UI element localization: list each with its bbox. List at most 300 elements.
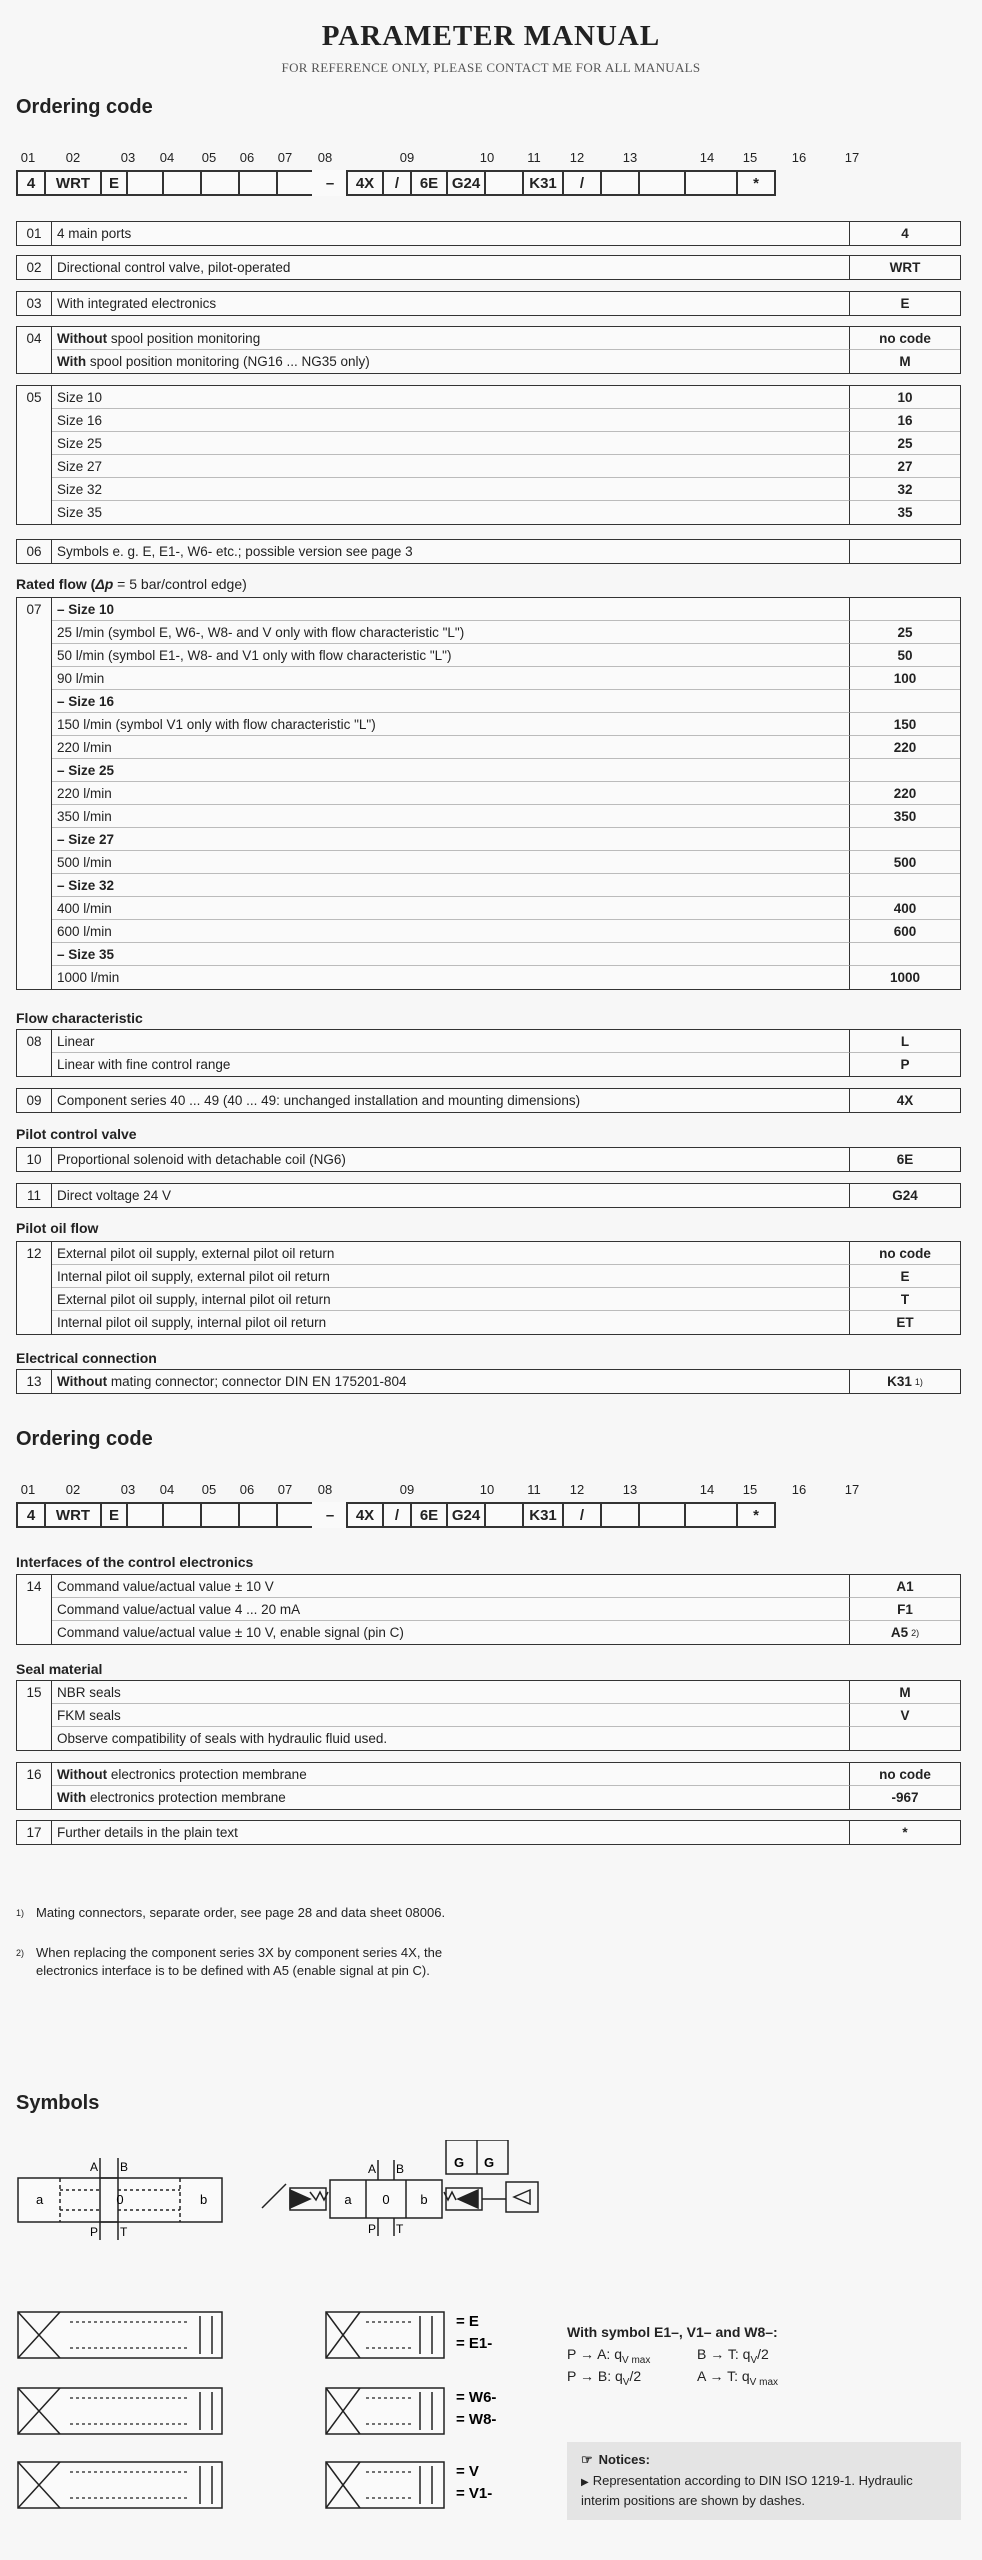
row-description: 400 l/min [52,897,850,920]
row-code: 4X [896,1093,914,1108]
row-number [17,1265,52,1288]
table-row [17,1786,960,1809]
footnote-2: 2) When replacing the component series 3X by component series 4X, the electronics interface is to be defined with A5 (enable signal at pin C). [16,1945,443,1978]
pilot-port-p: P [367,2222,376,2236]
table-row [17,1184,960,1207]
row-code: 4 [901,226,909,241]
position-14: 14 [699,150,715,165]
row-number: 13 [17,1370,52,1393]
table-row [17,1621,960,1644]
row-code: 500 [850,851,960,874]
row-number [17,713,52,736]
table-row [17,1148,960,1171]
row-code: 6E [896,1152,914,1167]
code-table-t01 [16,221,961,246]
table-row [17,1311,960,1334]
code-cell [276,1502,314,1528]
code-cell: WRT [44,1502,102,1528]
table-row [17,1681,960,1704]
table-row [17,828,960,851]
port-label-p: P [89,2225,98,2239]
row-description: Command value/actual value ± 10 V [52,1575,850,1598]
row-number [17,501,52,524]
symbols-heading: Symbols [16,2092,100,2114]
table-row [17,1030,960,1053]
row-description: 50 l/min (symbol E1-, W8- and V1 only with flow characteristic "L") [52,644,850,667]
code-cell: G24 [446,170,486,196]
position-02: 02 [65,1482,81,1497]
code-cell: E [100,1502,128,1528]
code-table-t15 [16,1680,961,1751]
code-cell [276,170,314,196]
symbol-eq-v1: = V1- [456,2485,493,2502]
row-code: no code [850,327,960,350]
code-table-t08 [16,1029,961,1077]
row-number [17,736,52,759]
row-code: 350 [850,805,960,828]
position-10: 10 [479,150,495,165]
position-07: 07 [277,1482,293,1497]
flow-b-t: B → T: $q_V/2$ [697,2346,769,2366]
pilot-port-t: T [396,2222,404,2236]
position-02: 02 [65,150,81,165]
row-code: E [850,1265,960,1288]
gauge-g-label-1: G [454,2155,465,2170]
row-description: 220 l/min [52,736,850,759]
row-description: 90 l/min [52,667,850,690]
code-cell [484,1502,524,1528]
code-cell: – [312,170,348,196]
row-description: Command value/actual value ± 10 V, enable signal (pin C) [52,1621,850,1644]
row-code [850,690,960,713]
code-table-t05 [16,385,961,525]
code-cell [638,170,686,196]
pilot-oil-flow-heading: Pilot oil flow [16,1220,99,1236]
row-description: Proportional solenoid with detachable coil (NG6) [52,1148,850,1171]
table-row [17,432,960,455]
position-16: 16 [791,150,807,165]
row-number [17,782,52,805]
row-code [850,828,960,851]
code-cell [238,170,278,196]
position-05: 05 [201,1482,217,1497]
row-code: M [850,1681,960,1704]
row-description: Directional control valve, pilot-operated [52,256,850,279]
code-cell: K31 [522,170,564,196]
notices-box [567,2442,961,2520]
page-title: PARAMETER MANUAL [321,20,661,52]
row-number [17,409,52,432]
table-row [17,943,960,966]
row-number: 06 [17,540,52,563]
position-17: 17 [844,1482,860,1497]
table-row [17,1370,960,1393]
row-number [17,1727,52,1750]
row-description: – Size 10 [52,598,850,621]
notices-title: ☞ Notices: [581,2452,650,2467]
code-cell: 4X [346,1502,384,1528]
row-description: Linear with fine control range [52,1053,850,1076]
code-cell [162,170,202,196]
row-number [17,920,52,943]
position-06: 06 [239,150,255,165]
row-number [17,432,52,455]
row-number: 16 [17,1763,52,1786]
row-description: Component series 40 ... 49 (40 ... 49: unchanged installation and mounting dimensions) [52,1089,850,1112]
code-table-t06 [16,539,961,564]
table-row [17,966,960,989]
flow-characteristic-heading: Flow characteristic [16,1010,143,1026]
row-number: 05 [17,386,52,409]
row-number: 11 [17,1184,52,1207]
code-table-t03 [16,291,961,316]
row-code: M [899,354,911,369]
table-row [17,540,960,563]
pilot-pos-b: b [420,2192,428,2207]
row-number [17,478,52,501]
position-13: 13 [622,1482,638,1497]
row-number: 02 [17,256,52,279]
port-label-a: A [89,2160,98,2174]
row-number: 04 [17,327,52,350]
position-0-label: 0 [116,2192,124,2207]
rated-flow-heading: Rated flow (Δp = 5 bar/control edge) [16,576,247,592]
row-description: 4 main ports [52,222,850,245]
row-number [17,1786,52,1809]
position-05: 05 [201,150,217,165]
position-09: 09 [399,150,415,165]
row-number: 09 [17,1089,52,1112]
row-description: Without spool position monitoring [52,327,850,350]
row-description: Size 10 [52,386,850,409]
row-description: 1000 l/min [52,966,850,989]
row-code: 600 [850,920,960,943]
row-number: 03 [17,292,52,315]
row-code [850,943,960,966]
row-number [17,1704,52,1727]
row-number [17,874,52,897]
code-cell [638,1502,686,1528]
row-code: A1 [850,1575,960,1598]
table-row [17,1288,960,1311]
position-10: 10 [479,1482,495,1497]
table-row [17,759,960,782]
row-number [17,455,52,478]
row-code: 16 [850,409,960,432]
position-16: 16 [791,1482,807,1497]
row-number [17,1311,52,1334]
spool-symbols [18,2312,444,2508]
seal-material-heading: Seal material [16,1661,103,1677]
row-description: With integrated electronics [52,292,850,315]
table-row [17,1727,960,1750]
row-number: 07 [17,598,52,621]
code-cell: 4X [346,170,384,196]
row-code: T [850,1288,960,1311]
position-07: 07 [277,150,293,165]
row-code: no code [850,1242,960,1265]
code-cell: / [382,1502,412,1528]
code-cell [200,170,240,196]
row-description: Size 27 [52,455,850,478]
table-row [17,222,960,245]
row-number [17,1053,52,1076]
row-number [17,667,52,690]
row-code: V [850,1704,960,1727]
row-description: Without electronics protection membrane [52,1763,850,1786]
position-15: 15 [742,1482,758,1497]
table-row [17,292,960,315]
table-row [17,386,960,409]
row-code: 25 [850,621,960,644]
code-cell [162,1502,202,1528]
row-description: – Size 16 [52,690,850,713]
row-code: 50 [850,644,960,667]
row-description: Symbols e. g. E, E1-, W6- etc.; possible version see page 3 [52,540,850,563]
code-cell: K31 [522,1502,564,1528]
row-description: 150 l/min (symbol V1 only with flow characteristic "L") [52,713,850,736]
code-table-t13 [16,1369,961,1394]
row-code: 220 [850,782,960,805]
code-table-t12 [16,1241,961,1335]
code-cell: WRT [44,170,102,196]
table-row [17,1704,960,1727]
row-description: NBR seals [52,1681,850,1704]
code-table-t16 [16,1762,961,1810]
code-cell: 6E [410,1502,448,1528]
pilot-pos-a: a [344,2192,352,2207]
row-number [17,690,52,713]
position-04: 04 [159,1482,175,1497]
code-cell: * [736,1502,776,1528]
row-description: Internal pilot oil supply, external pilot oil return [52,1265,850,1288]
table-row [17,713,960,736]
row-number [17,943,52,966]
table-row [17,1053,960,1076]
row-code [850,759,960,782]
row-description: – Size 32 [52,874,850,897]
code-cell [200,1502,240,1528]
code-cell [126,170,164,196]
code-table-t17 [16,1820,961,1845]
code-cell: / [562,1502,602,1528]
code-cell: 6E [410,170,448,196]
row-number: 12 [17,1242,52,1265]
row-code [850,874,960,897]
row-number [17,897,52,920]
row-description: With spool position monitoring (NG16 ... NG35 only) [52,350,850,373]
row-code: 35 [897,505,913,520]
row-number: 10 [17,1148,52,1171]
row-description: Command value/actual value 4 ... 20 mA [52,1598,850,1621]
row-description: 600 l/min [52,920,850,943]
symbol-eq-w8: = W8- [456,2411,497,2428]
table-row [17,1089,960,1112]
table-row [17,1575,960,1598]
code-cell [600,170,640,196]
position-12: 12 [569,150,585,165]
row-description: Linear [52,1030,850,1053]
notices-text: ▶ Representation according to DIN ISO 1219-1. Hydraulic interim positions are shown by dashes. [581,2473,913,2508]
row-code: ET [896,1315,914,1330]
symbol-eq-e: = E [456,2313,479,2330]
code-table-t09 [16,1088,961,1113]
row-description: – Size 35 [52,943,850,966]
position-14: 14 [699,1482,715,1497]
code-table-t11 [16,1183,961,1208]
pilot-port-b: B [396,2162,405,2176]
table-row [17,1598,960,1621]
row-description: 25 l/min (symbol E, W6-, W8- and V only with flow characteristic "L") [52,621,850,644]
row-description: 220 l/min [52,782,850,805]
table-row [17,805,960,828]
row-code: 32 [850,478,960,501]
row-code [850,1727,960,1750]
symbol-eq-e1: = E1- [456,2335,493,2352]
row-number [17,851,52,874]
code-cell: / [382,170,412,196]
row-code: 100 [850,667,960,690]
table-row [17,455,960,478]
row-description: 500 l/min [52,851,850,874]
position-03: 03 [120,1482,136,1497]
table-row [17,256,960,279]
flow-p-b: P → B: $q_V/2$ [567,2368,642,2388]
row-code: 150 [850,713,960,736]
code-cell: G24 [446,1502,486,1528]
row-code: no code [850,1763,960,1786]
row-code: 400 [850,897,960,920]
position-15: 15 [742,150,758,165]
port-label-t: T [120,2225,128,2239]
row-number [17,350,52,373]
table-row [17,644,960,667]
table-row [17,598,960,621]
table-row [17,874,960,897]
row-code: K31 1) [887,1374,923,1389]
row-code: F1 [850,1598,960,1621]
row-code: 27 [850,455,960,478]
row-description: With electronics protection membrane [52,1786,850,1809]
symbol-eq-v: = V [456,2463,479,2480]
table-row [17,782,960,805]
table-row [17,350,960,373]
table-row [17,621,960,644]
pilot-port-a: A [367,2162,376,2176]
row-code: 220 [850,736,960,759]
position-11: 11 [527,150,541,165]
ordering-code-heading-2: Ordering code [16,1428,153,1450]
page-subtitle: FOR REFERENCE ONLY, PLEASE CONTACT ME FOR ALL MANUALS [281,60,701,75]
row-description: Size 35 [52,501,850,524]
position-13: 13 [622,150,638,165]
table-row [17,851,960,874]
row-number: 17 [17,1821,52,1844]
code-cell [684,1502,738,1528]
row-code [850,598,960,621]
row-description: External pilot oil supply, external pilot oil return [52,1242,850,1265]
position-01: 01 [20,1482,36,1497]
code-cell: / [562,170,602,196]
table-row [17,897,960,920]
position-04: 04 [159,150,175,165]
row-description: 350 l/min [52,805,850,828]
position-08: 08 [317,1482,333,1497]
row-number: 08 [17,1030,52,1053]
flow-p-a: P → A: $q_{V max}$ [567,2346,651,2366]
code-cell: * [736,170,776,196]
row-number [17,1288,52,1311]
row-number [17,805,52,828]
code-cell [684,170,738,196]
code-cell: – [312,1502,348,1528]
symbol-eq-w6: = W6- [456,2389,497,2406]
row-code: G24 [892,1188,918,1203]
table-row [17,501,960,524]
row-description: Size 25 [52,432,850,455]
table-row [17,1821,960,1844]
row-code: 10 [850,386,960,409]
position-06: 06 [239,1482,255,1497]
position-09: 09 [399,1482,415,1497]
position-08: 08 [317,150,333,165]
row-number: 15 [17,1681,52,1704]
row-description: Internal pilot oil supply, internal pilot oil return [52,1311,850,1334]
code-cell [238,1502,278,1528]
row-description: Size 32 [52,478,850,501]
flow-a-t: A → T: $q_{V max}$ [697,2368,779,2388]
table-row [17,1763,960,1786]
row-number [17,644,52,667]
row-number [17,828,52,851]
hand-pointer-icon: ☞ [581,2452,593,2467]
row-number [17,621,52,644]
table-row [17,327,960,350]
code-cell: 4 [16,1502,46,1528]
row-code [850,540,960,563]
row-code: -967 [891,1790,919,1805]
position-03: 03 [120,150,136,165]
row-number [17,966,52,989]
code-cell: E [100,170,128,196]
row-code: WRT [889,260,921,275]
pilot-control-valve-heading: Pilot control valve [16,1126,137,1142]
pilot-pos-0: 0 [382,2192,390,2207]
position-b-label: b [200,2192,208,2207]
table-row [17,409,960,432]
position-17: 17 [844,150,860,165]
ordering-code-heading: Ordering code [16,96,153,118]
electrical-connection-heading: Electrical connection [16,1350,157,1366]
row-description: – Size 27 [52,828,850,851]
row-description: Observe compatibility of seals with hydraulic fluid used. [52,1727,850,1750]
table-row [17,920,960,943]
row-code: P [900,1057,910,1072]
row-number [17,1621,52,1644]
code-table-t14 [16,1574,961,1645]
code-cell [484,170,524,196]
row-description: Direct voltage 24 V [52,1184,850,1207]
row-number: 14 [17,1575,52,1598]
position-11: 11 [527,1482,541,1497]
table-row [17,478,960,501]
interfaces-heading: Interfaces of the control electronics [16,1554,254,1570]
position-a-label: a [36,2192,44,2207]
row-description: Without mating connector; connector DIN EN 175201-804 [52,1370,850,1393]
triangle-bullet-icon: ▶ [581,2477,589,2488]
code-table-t10 [16,1147,961,1172]
row-description: Further details in the plain text [52,1821,850,1844]
